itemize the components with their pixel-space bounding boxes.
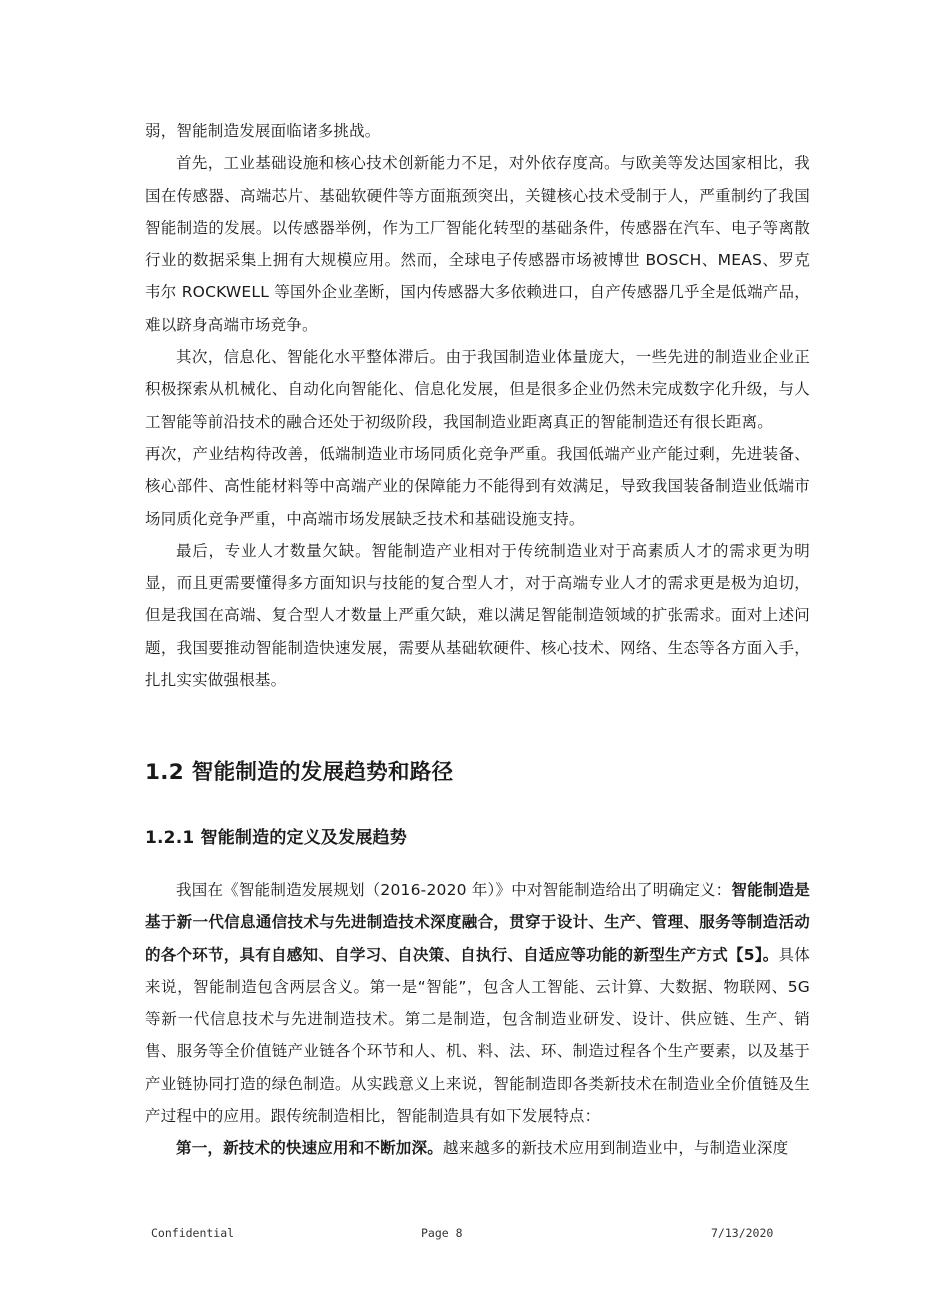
subsection-heading-1-2-1: 1.2.1 智能制造的定义及发展趋势 [145, 828, 407, 848]
footer-confidential: Confidential [151, 1226, 235, 1240]
paragraph-definition [145, 874, 810, 1132]
footer-date: 7/13/2020 [711, 1226, 774, 1240]
definition-bold: 智能制造是基于新一代信息通信技术与先进制造技术深度融合，贯穿于设计、生产、管理、服务等制造活动的各个环节，具有自感知、自学习、自决策、自执行、自适应等功能的新型生产方式【5】。 [145, 881, 810, 964]
section-heading-1-2: 1.2 智能制造的发展趋势和路径 [145, 760, 454, 785]
body-section-definition [145, 874, 810, 1165]
paragraph-third-industry-structure: 再次，产业结构待改善，低端制造业市场同质化竞争严重。我国低端产业产能过剩，先进装备、核心部件、高性能材料等中高端产业的保障能力不能得到有效满足，导致我国装备制造业低端市场同质化竞争严重，中高端市场发展缺乏技术和基础设施支持。 [145, 444, 810, 528]
footer-page-number: Page 8 [421, 1226, 463, 1240]
paragraph-second-informatization: 其次，信息化、智能化水平整体滞后。由于我国制造业体量庞大，一些先进的制造业企业正积极探索从机械化、自动化向智能化、信息化发展，但是很多企业仍然未完成数字化升级，与人工智能等前沿技术的融合还处于初级阶段，我国制造业距离真正的智能制造还有很长距离。 [145, 348, 810, 431]
feature-one-text: 越来越多的新技术应用到制造业中，与制造业深度 [442, 1139, 789, 1158]
definition-explanation: 具体来说，智能制造包含两层含义。第一是“智能”，包含人工智能、云计算、大数据、物联网、5G 等新一代信息技术与先进制造技术。第二是制造，包含制造业研发、设计、供应链、生产、销售、服务等全价值链产业链各个环节和人、机、料、法、环、制造过程各个生产要素，以及基于产业链协同打造的绿色制造。从实践意义上来说，智能制造即各类新技术在制造业全价值链及生产过程中的应用。跟传统制造相比，智能制造具有如下发展特点： [145, 945, 810, 1126]
definition-intro: 我国在《智能制造发展规划（2016-2020 年）》中对智能制造给出了明确定义： [176, 881, 732, 899]
paragraph-intro-tail: 弱，智能制造发展面临诸多挑战。 [145, 122, 381, 140]
body-section-challenges [145, 115, 810, 696]
paragraph-first-infrastructure: 首先，工业基础设施和核心技术创新能力不足，对外依存度高。与欧美等发达国家相比，我国在传感器、高端芯片、基础软硬件等方面瓶颈突出，关键核心技术受制于人，严重制约了我国智能制造的发展。以传感器举例，作为工厂智能化转型的基础条件，传感器在汽车、电子等离散行业的数据采集上拥有大规模应用。然而，全球电子传感器市场被博世 BOSCH、MEAS、罗克韦尔 ROCKWELL 等国外企业垄断，国内传感器大多依赖进口，自产传感器几乎全是低端产品，难以跻身高端市场竞争。 [145, 154, 810, 334]
paragraph-fourth-talent: 最后，专业人才数量欠缺。智能制造产业相对于传统制造业对于高素质人才的需求更为明显，而且更需要懂得多方面知识与技能的复合型人才，对于高端专业人才的需求更是极为迫切，但是我国在高端、复合型人才数量上严重欠缺，难以满足智能制造领域的扩张需求。面对上述问题，我国要推动智能制造快速发展，需要从基础软硬件、核心技术、网络、生态等各方面入手，扎扎实实做强根基。 [145, 541, 810, 690]
feature-one-heading: 第一，新技术的快速应用和不断加深。 [176, 1139, 443, 1158]
paragraph-feature-one [145, 1132, 810, 1164]
